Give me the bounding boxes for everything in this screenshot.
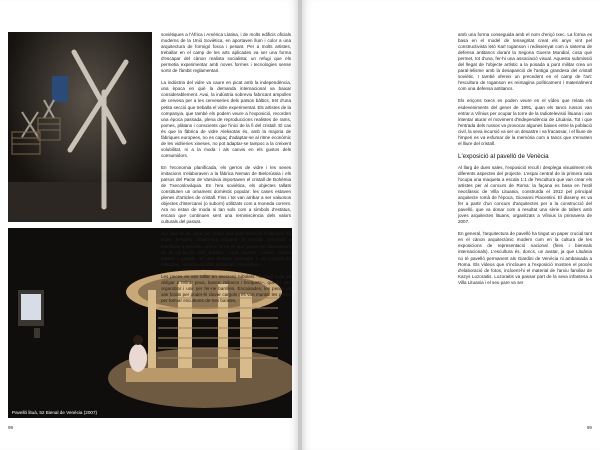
paragraph: La indústria del vidre va caure en picat amb la independència, una època en què la demanda internacional va baixar considerablement. Avui, la indústria sobreviu fabricant ampolles de cervesa per a les cerveseries dels països bàltics, tret d'una petita secció que treballa el vidre experimental. Els artistes de la companyia, que també els podem veure a l'exposició, recorden una època passada, plena de reproduccions realistes de rams, pomes, plàtans i conscients que l'inici de la fi del cristall. El cas és que la fàbrica de vidre Aleksotas és, amb la majoria de fàbriques europees, no es capaç d'adaptar-se al ritme econòmic de les vidrieries xineses, no pot adaptar-se tampoc a la creixent volubilitat, ni a la moda i als canvis en els gustos dels consumidors. [161,80,291,158]
photo-caption: Pavelló lituà, 52 Bienal de Venècia (2007) [12,410,98,415]
paragraph: Al llarg de dues sales, l'exposició recull i desplega visualment els diferents aspectes del projecte. L'espai central de la primera sala l'ocupa una maqueta a escala 1:1 de l'escultura que van crear els artistes per al concurs de Roma: la façana es basa en l'estil neoclàssic de Villa Lituania, construïda el 1912 pel principal arquitecte romà de l'època, Giovanni Piacentini. El disseny es va fer a partir d'un concurs d'arquitectes per a la construcció del pavelló, que va donar com a resultat una sèrie de tallers amb joves arquitectes lituans, organitzats a Vílnius la primavera de 2007. [458,164,592,225]
paragraph: soviètiques a l'Àfrica i Amèrica Llatina, i de molts edificis oficials moderns de la Unió Soviètica, en aportaven llum i color a una arquitectura de formigó fosca i pesant. Per a molts artistes, treballar en el camp de les arts aplicades va ser una forma d'escapar del cànon realista socialista; un refugi que els permetia experimentar amb noves formes i tecnologies sense sortir de l'àmbit reglamentari. [161,32,291,74]
paragraph: En general, l'arquitectura de pavelló ha tingut un paper crucial tant en el cànon arquitectònic modern com en la cultura de les exposicions de representació nacional (fires i biennals internacionals). L'escultura és, doncs, un avatar, ja que Lituània no té pavelló permanent als Giardini de Venècia ni ambaixada a Roma. Els vídeos que s'inclouen a l'exposició mostren el procés d'elaboració de fotos, incloent-hi el material de l'arxiu familiar de Kazys Lozoraitis. Lozoraitis va passar part de la seva infantesa a Villa Lituania i el seu pare va ser [458,231,592,285]
installation-photo-tensegrity [8,32,152,222]
paragraph: En l'economia planificada, els gerros de vidre i les seves imitacions s'elaboraven a la fàbrica Neman de Bielorússia i els països del Pacte de Varsòvia importaven el cristall de Bohèmia de Txecoslovàquia. En l'era soviètica, els objectes tallats constituïen un ornament domèstic popular: les cases estaven plenes d'articles de cristall. Fins i tot van arribar a ser valuosos objectes d'intercanvi (o suborn) utilitzats com a moneda corrent. Ara no estan de moda ni tan sols com a símbols d'estatus, encara que continuen sent una reminiscència dels valors culturals del passat. [161,164,291,225]
left-text-column [161,32,291,310]
page-number-right: 99 [586,425,592,430]
section-heading: L'exposició al pavelló de Venècia [458,152,549,160]
paragraph: Els eriçons txecs es poden veure en el vídeo que relata els esdeveniments del gener de 1991, quan els tancs russos van entrar a Vílnius per ocupar la torre de la radiotelevisió lituana i van intentar aturar el moviment d'independència de Lituània. Tot i que l'entrada dels russos va provocar algunes baixes entre la població civil, la seva incursió va ser un desastre i va fracassar, i el lliure de l'imperi es va esfumar de la memòria com a tancs que s'envaïen el lliure del cristall. [458,98,592,146]
tensegrity-sculpture-image [8,32,152,222]
paragraph: amb una forma conseguida amb el nom d'eriçó txec. La forma es basa en el model de tensegritat creat els anys vint pel constructivista letó Karl Ioganson i redissenyat com a sistema de defensa antitancs durant la Segona Guerra Mundial, cosa que permet, tot d'una, fer-hi una associació visual. Aquesta submissió del llegat de l'objecte artístic a la posada a punt militar crea un paral·lelisme amb la desaparició de l'antiga grandesa del cristall soviètic. I també ofereix un precedent en el camp de l'art: l'escultura de Ioganson es reimagina políticament i materialment com una defensa antitancs. [458,32,592,92]
page-number-left: 98 [8,425,14,430]
paragraph: Les peces es van tallar en seccions tubulars –la qual cosa va obligar a retirar peus, bases, mànecs i broquets–, que es van organitzar i unir per fer-ne barrilles. Encaixades, les peces es van forats per poder-hi clavar cargols i es van muntar les peces per formar escultures de tres bandes, [161,273,291,303]
left-page [0,0,298,450]
right-page [302,0,600,450]
paragraph: Així que es va optar per reunir una gran selecció d'objectes de vidre, després d'haver-los comprat al mercat, demanat o manllevat a parents i amics, si no és que provenien directament de la col·lecció dels artistes. Cada objecte –vasos, copes, tasses i gerros– té una història particular i un conjunt de relacions, i suscita records personals i col·lectius. [161,231,291,267]
right-text-column [458,32,592,292]
